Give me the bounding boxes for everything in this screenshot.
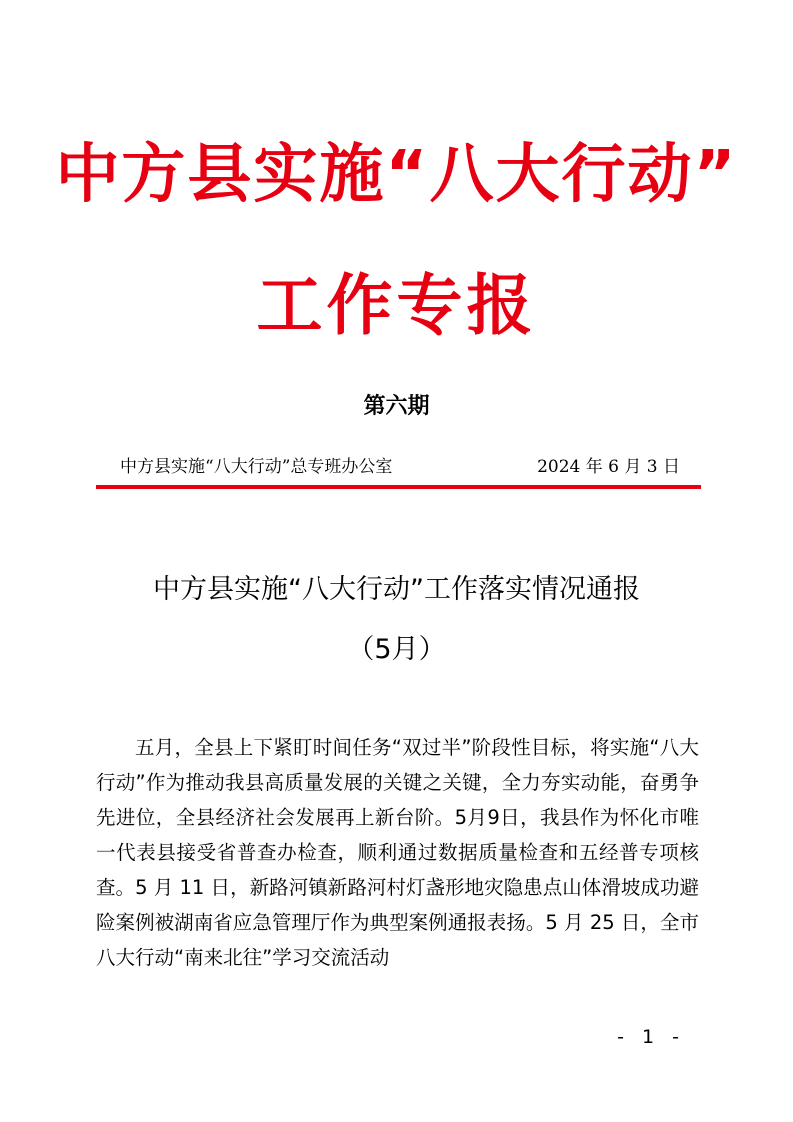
body-paragraph: 五月，全县上下紧盯时间任务“双过半”阶段性目标，将实施“八大行动”作为推动我县高质量发展的关键之关键，全力夯实动能，奋勇争先进位，全县经济社会发展再上新台阶。5月9日，我县作为怀化市唯一代表县接受省普查办检查，顺利通过数据质量检查和五经普专项核查。5 月 11 日，新路河镇新路河村灯盏形地灾隐患点山体滑坡成功避险案例被湖南省应急管理厅作为典型案例通报表扬。5 月 25 日，全市八大行动“南来北往”学习交流活动 xyxy=(96,736,699,969)
document-title-line1: 中方县实施“八大行动”工作落实情况通报 xyxy=(153,574,640,605)
issuer: 中方县实施“八大行动”总专班办公室 xyxy=(120,457,393,477)
masthead-title-line1: 中方县实施“八大行动” xyxy=(55,138,738,212)
issue-number: 第六期 xyxy=(363,394,430,419)
publication-info xyxy=(120,455,680,479)
red-divider xyxy=(96,485,701,489)
publication-date: 2024 年 6 月 3 日 xyxy=(537,457,680,477)
document-title-line2: （5月） xyxy=(347,634,446,665)
page-number: - 1 - xyxy=(617,1026,685,1048)
masthead-title-line2: 工作专报 xyxy=(256,267,537,344)
